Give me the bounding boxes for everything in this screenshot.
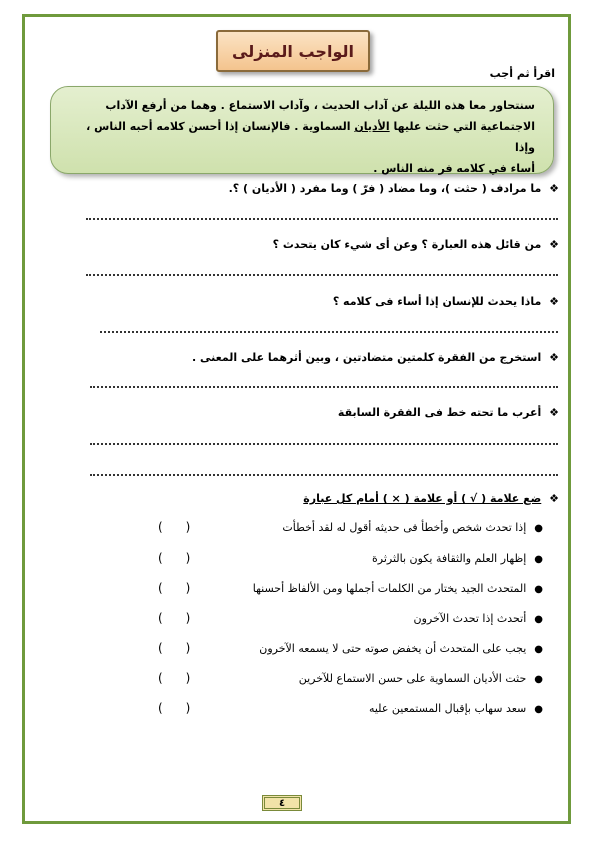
statement-item: ●المتحدث الجيد يختار من الكلمات أجملها ومن الألفاظ أحسنها	[252, 582, 543, 595]
statement-item: ●حثت الأديان السماوية على حسن الاستماع للآخرين	[298, 672, 543, 685]
answer-line[interactable]	[86, 218, 558, 220]
answer-bracket[interactable]: ( )	[158, 551, 191, 565]
answer-bracket[interactable]: ( )	[158, 520, 191, 534]
question-4: ❖ استخرج من الفقرة كلمتين متضادتين ، وبين أثرهما على المعنى .	[192, 351, 559, 364]
statement-item: ●يجب على المتحدث أن يخفض صوته حتى لا يسمعه الآخرون	[259, 642, 543, 655]
answer-bracket[interactable]: ( )	[158, 611, 191, 625]
bullet-dot-icon: ●	[534, 614, 543, 625]
passage-line-3: أساء في كلامه فر منه الناس .	[373, 162, 535, 175]
page-title: الواجب المنزلى	[216, 30, 370, 72]
passage-line-2: الاجتماعية التي حثت عليها الأديان السماوية . فالإنسان إذا أحسن كلامه أحبه الناس ، وإذا	[86, 120, 535, 154]
diamond-bullet-icon: ❖	[549, 295, 559, 308]
underlined-word: الأديان	[354, 120, 390, 133]
answer-line[interactable]	[90, 386, 558, 388]
bullet-dot-icon: ●	[534, 554, 543, 565]
passage-line-1: سنتحاور معا هذه الليلة عن آداب الحديث ، وآداب الاستماع . وهما من أرفع الآداب	[105, 99, 535, 112]
question-3: ❖ ماذا يحدث للإنسان إذا أساء فى كلامه ؟	[332, 295, 559, 308]
answer-line[interactable]	[90, 443, 558, 445]
diamond-bullet-icon: ❖	[549, 182, 559, 195]
answer-bracket[interactable]: ( )	[158, 581, 191, 595]
answer-bracket[interactable]: ( )	[158, 671, 191, 685]
bullet-dot-icon: ●	[534, 523, 543, 534]
reading-passage	[50, 86, 554, 174]
statement-item: ●إذا تحدث شخص وأخطأ فى حديثه أقول له لقد أخطأت	[282, 521, 543, 534]
question-1: ❖ ما مرادف ( حثت )، وما مضاد ( فرّ ) وما مفرد ( الأديان ) ؟.	[228, 182, 559, 195]
statement-item: ●سعد سهاب بإقبال المستمعين عليه	[368, 702, 543, 715]
instruction-text: اقرأ ثم أجب	[489, 67, 555, 80]
answer-line[interactable]	[90, 474, 558, 476]
answer-line[interactable]	[100, 331, 558, 333]
question-2: ❖ من قائل هذه العبارة ؟ وعن أى شيء كان يتحدث ؟	[272, 238, 559, 251]
truefalse-heading: ❖ ضع علامة ( √ ) أو علامة ( × ) أمام كل عبارة	[303, 492, 559, 505]
question-5: ❖ أعرب ما تحته خط فى الفقرة السابقة	[337, 406, 559, 419]
page-number: ٤	[262, 795, 302, 811]
diamond-bullet-icon: ❖	[549, 492, 559, 505]
bullet-dot-icon: ●	[534, 674, 543, 685]
diamond-bullet-icon: ❖	[549, 238, 559, 251]
statement-item: ●أتحدث إذا تحدث الآخرون	[413, 612, 543, 625]
answer-bracket[interactable]: ( )	[158, 701, 191, 715]
diamond-bullet-icon: ❖	[549, 406, 559, 419]
diamond-bullet-icon: ❖	[549, 351, 559, 364]
bullet-dot-icon: ●	[534, 584, 543, 595]
bullet-dot-icon: ●	[534, 644, 543, 655]
answer-line[interactable]	[86, 274, 558, 276]
bullet-dot-icon: ●	[534, 704, 543, 715]
statement-item: ●إظهار العلم والثقافة يكون بالثرثرة	[372, 552, 543, 565]
answer-bracket[interactable]: ( )	[158, 641, 191, 655]
